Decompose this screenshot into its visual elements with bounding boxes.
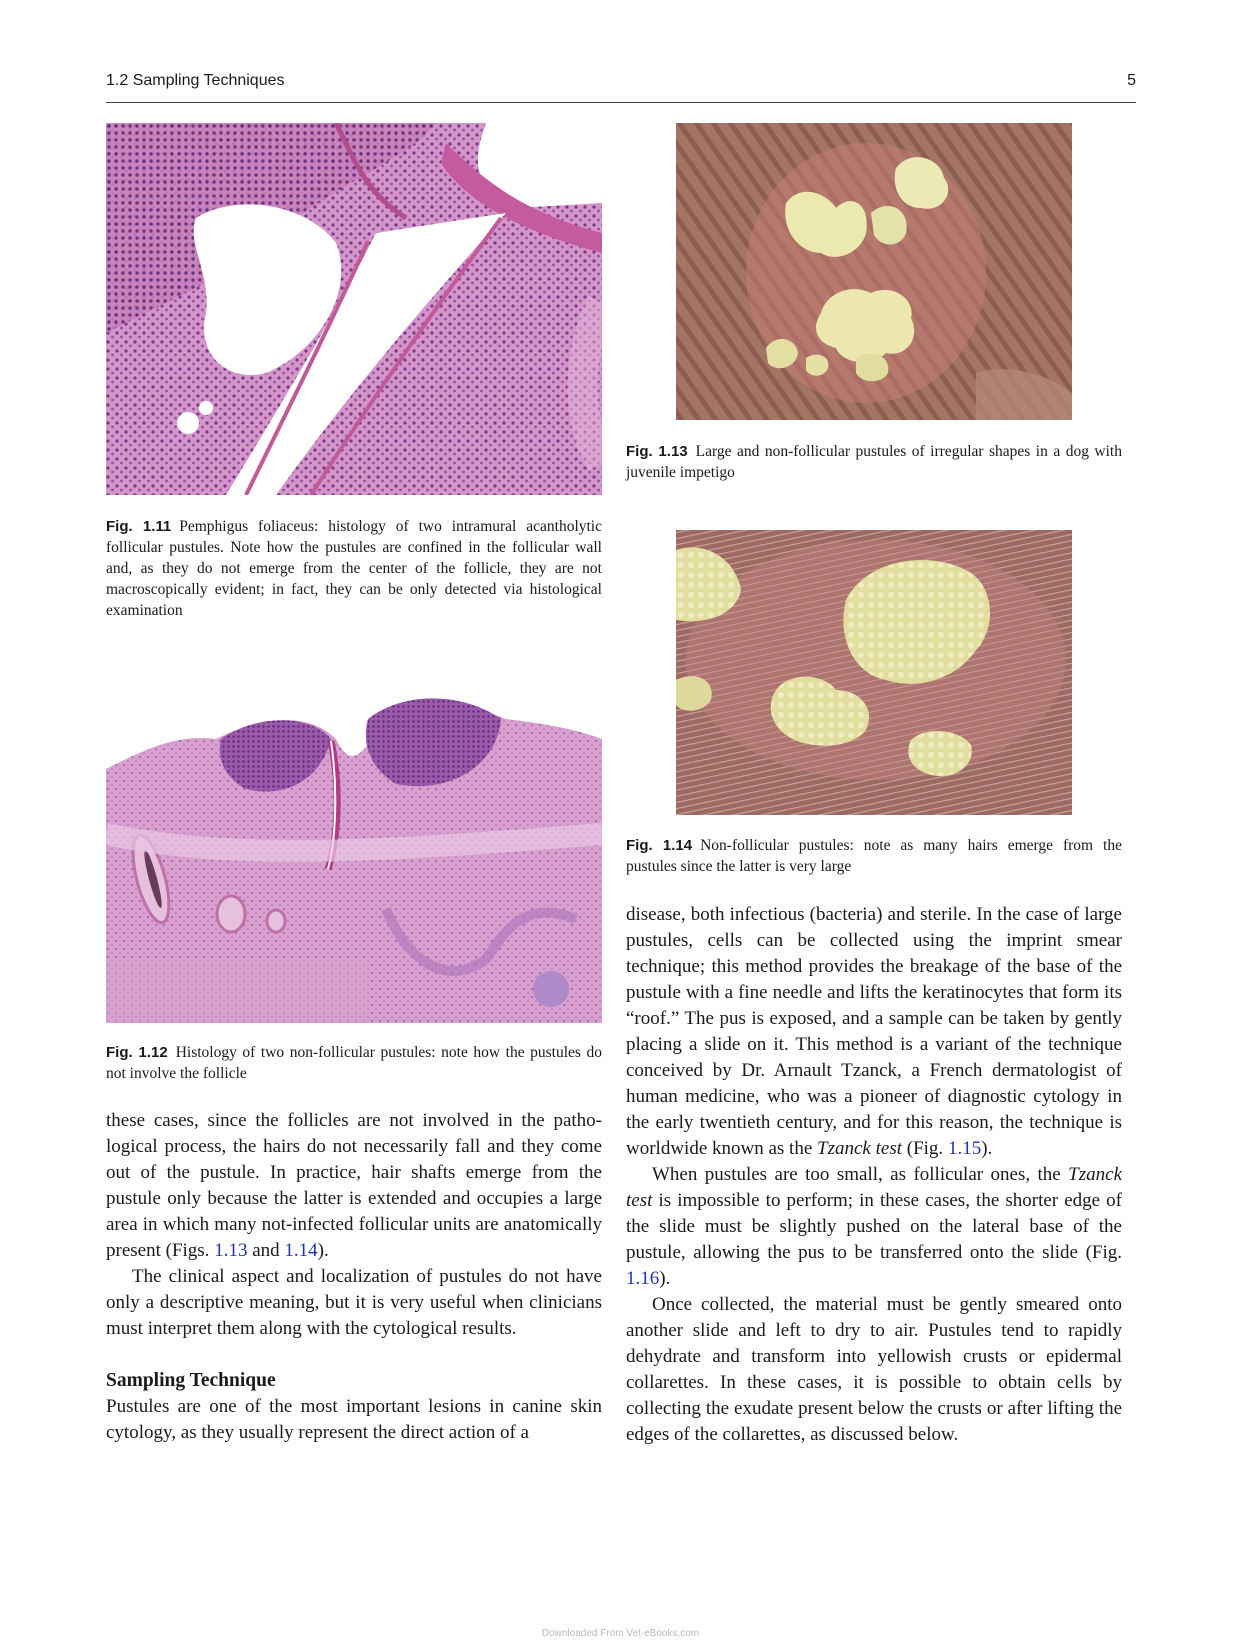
figure-1-11-image: [106, 123, 602, 495]
figure-ref-link[interactable]: 1.14: [284, 1240, 318, 1261]
figure-label: Fig. 1.14: [626, 837, 693, 854]
section-title: 1.2 Sampling Techniques: [106, 72, 285, 89]
caption-text: Non-follicular pustules: note as many hairs emerge from the pustules since the latter is very large: [626, 837, 1122, 875]
section-heading: Sampling Technique: [106, 1370, 276, 1391]
caption-text: Large and non-follicular pustules of irregular shapes in a dog with juvenile impetigo: [626, 443, 1122, 481]
figure-1-12-image: [106, 659, 602, 1023]
running-head: [106, 68, 1136, 103]
figure-ref-link[interactable]: 1.16: [626, 1268, 660, 1289]
figure-ref-link[interactable]: 1.15: [947, 1138, 982, 1159]
figure-1-14-image: [676, 530, 1072, 815]
paragraph: Pustules are one of the most important lesions in canine skin cytology, as they usually represent the direct action of a: [106, 1396, 602, 1443]
figure-label: Fig. 1.12: [106, 1044, 168, 1061]
figure-1-13-image: [676, 123, 1072, 420]
left-column-text: [106, 1108, 602, 1446]
figure-label: Fig. 1.13: [626, 443, 688, 460]
figure-1-13-caption: [626, 441, 1122, 483]
paragraph: disease, both infectious (bacteria) and sterile. In the case of large pustules, cells can be collected using the imprint smear technique; this method provides the breakage of the base of the pustule with a fine needle and lifts the keratinocytes that form its “roof.” The pus is exposed, and a sample can be taken by gently placing a slide on it. This method is a variant of the technique conceived by Dr. Arnault Tzanck, a French dermatologist of human medicine, who was a pioneer of diagnostic cytology in the early twentieth century, and for this reason, the technique is worldwide known as the Tzanck test (Fig. 1.15).: [626, 904, 1122, 1159]
figure-1-14-caption: [626, 835, 1122, 877]
figure-ref-link[interactable]: 1.13: [214, 1240, 248, 1261]
paragraph: The clinical aspect and localization of pustules do not have only a descriptive meaning, but it is very useful when clinicians must interpret them along with the cytological results.: [106, 1266, 602, 1339]
caption-text: Histology of two non-follicular pustules: note how the pustules do not involve the follicle: [106, 1044, 603, 1082]
figure-label: Fig. 1.11: [106, 518, 172, 535]
figure-1-12-caption: [106, 1042, 602, 1084]
right-column-text: [626, 902, 1122, 1448]
caption-text: Pemphigus foliaceus: histology of two intramural acantholytic follicular pustules. Note how the pustules are confined in the follicular wall and, as they do not emerge from the center of the follicle, they are not macroscopically evident; in fact, they can be only detected via histological examination: [106, 518, 602, 619]
page-number: 5: [1127, 72, 1136, 89]
paragraph: Once collected, the material must be gently smeared onto another slide and left to dry to air. Pustules tend to rapidly dehydrate and transform into yellowish crusts or epidermal collarettes. In these cases, it is possible to obtain cells by collecting the exudate present below the crusts or after lifting the edges of the collarettes, as discussed below.: [626, 1294, 1122, 1445]
footer-watermark: Downloaded From Vet-eBooks.com: [541, 1628, 700, 1639]
paragraph: these cases, since the follicles are not involved in the patho-logical process, the hairs do not necessarily fall and they come out of the pustule. In practice, hair shafts emerge from the pustule only because the latter is extended and occupies a large area in which many not-infected follicular units are anatomically present (Figs. 1.13 and 1.14).: [106, 1110, 602, 1261]
figure-1-11-caption: [106, 516, 602, 621]
paragraph: When pustules are too small, as follicular ones, the Tzanck test is impossible to perform; in these cases, the shorter edge of the slide must be slightly pushed on the lateral base of the pustule, allowing the pus to be transferred onto the slide (Fig. 1.16).: [626, 1164, 1122, 1289]
